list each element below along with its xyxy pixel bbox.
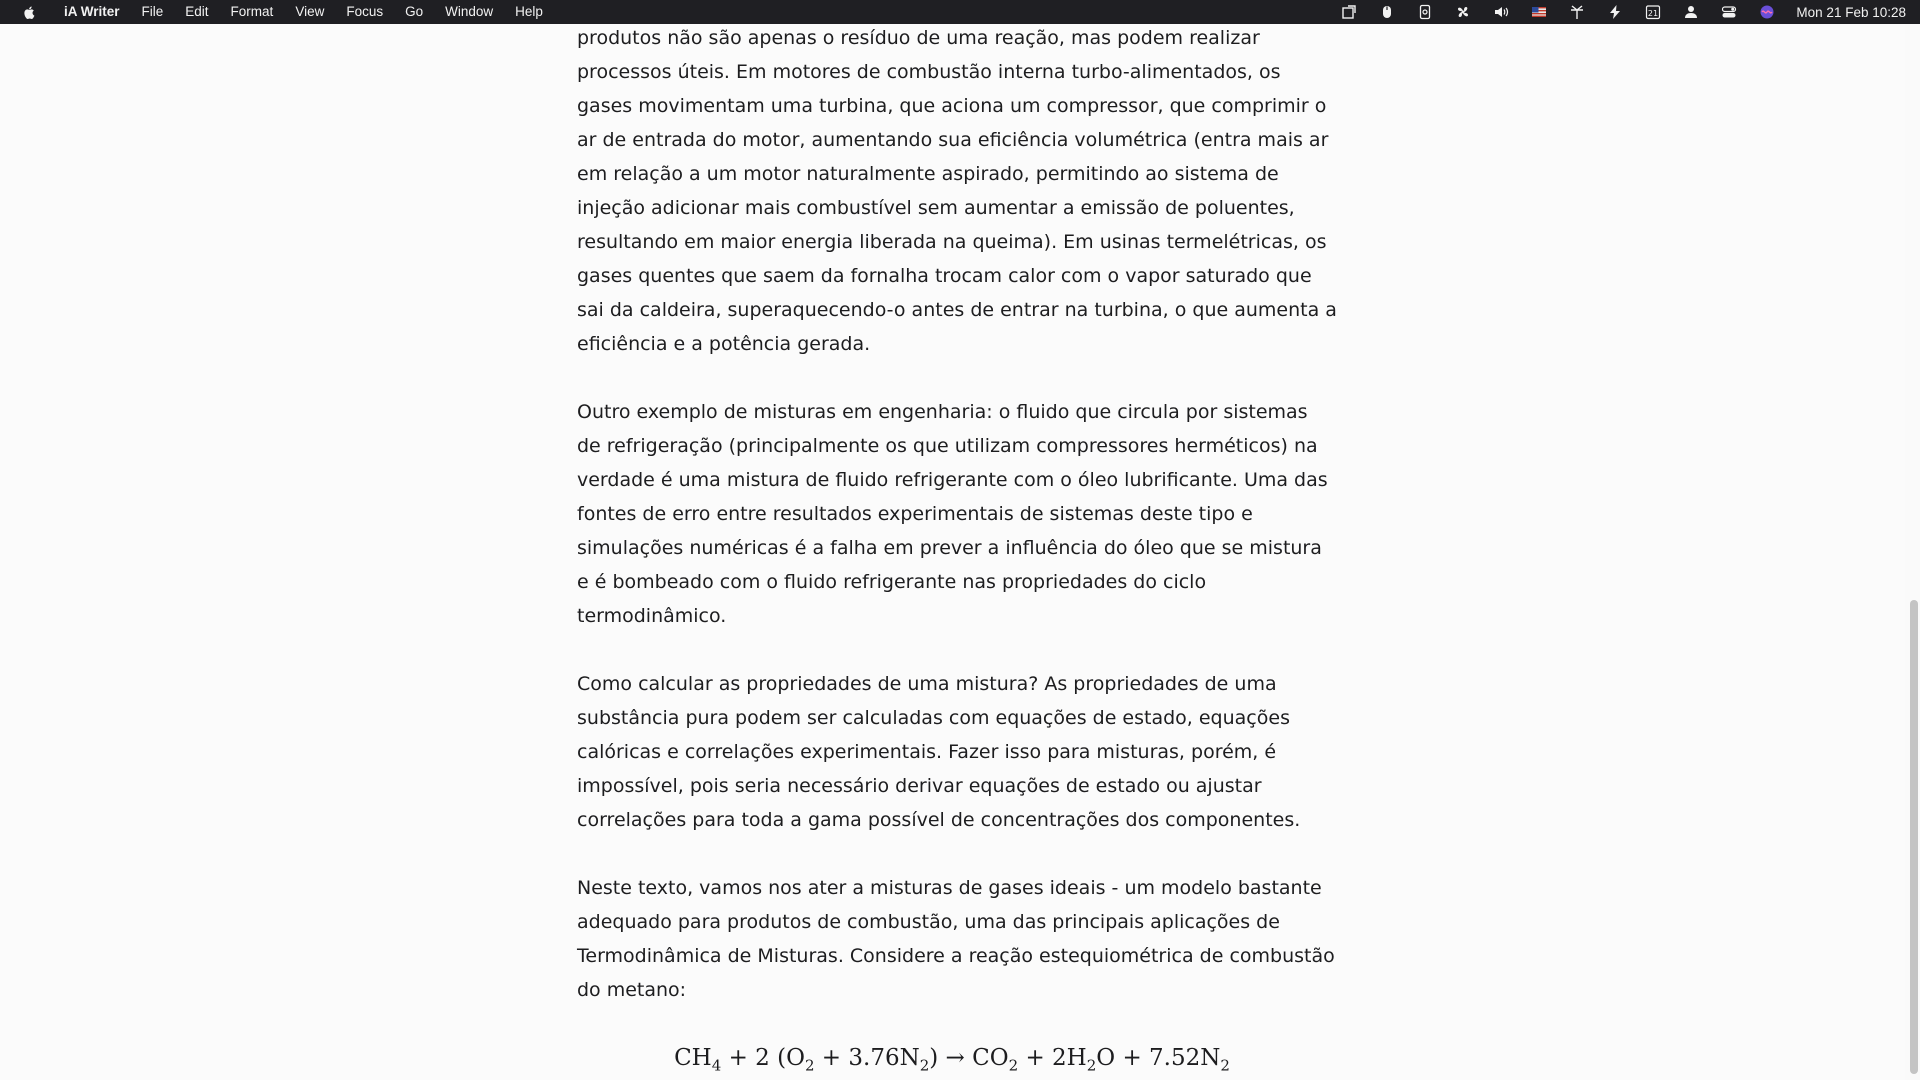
bolt-icon[interactable] xyxy=(1605,2,1625,22)
siri-icon[interactable] xyxy=(1757,2,1777,22)
paragraph[interactable]: Como calcular as propriedades de uma mistura? As propriedades de uma substância pura podem ser calculadas com equações de estado, equações calóricas e correlações experimentais. Fazer isso para misturas, porém, é impossível, pois seria necessário derivar equações de estado ou ajustar correlações para toda a gama possível de concentrações dos componentes. xyxy=(577,673,1301,831)
menu-window[interactable]: Window xyxy=(445,4,494,19)
fan-icon[interactable] xyxy=(1453,2,1473,22)
control-center-icon[interactable] xyxy=(1719,2,1739,22)
menu-view[interactable]: View xyxy=(295,4,325,19)
menu-help[interactable]: Help xyxy=(515,4,543,19)
eq-subscript: 2 xyxy=(1008,1056,1019,1075)
eq-term: CH xyxy=(674,1045,712,1071)
menu-focus[interactable]: Focus xyxy=(346,4,384,19)
eq-term: ) → CO xyxy=(929,1045,1009,1071)
user-icon[interactable] xyxy=(1681,2,1701,22)
us-flag-icon[interactable] xyxy=(1529,2,1549,22)
vertical-scrollbar[interactable] xyxy=(1905,24,1920,1080)
menu-bar xyxy=(0,0,1920,24)
eq-subscript: 2 xyxy=(919,1056,930,1075)
calendar-day: 21 xyxy=(1648,9,1659,19)
antenna-icon[interactable] xyxy=(1567,2,1587,22)
eq-subscript: 2 xyxy=(1220,1056,1230,1075)
app-menu[interactable]: iA Writer xyxy=(64,4,120,19)
menu-edit[interactable]: Edit xyxy=(185,4,209,19)
calendar-icon[interactable] xyxy=(1643,2,1663,22)
menu-bar-clock[interactable]: Mon 21 Feb 10:28 xyxy=(1796,4,1906,20)
editor-window xyxy=(0,24,1920,1080)
mouse-icon[interactable] xyxy=(1377,2,1397,22)
paragraph[interactable]: Neste texto, vamos nos ater a misturas de gases ideais - um modelo bastante adequado para produtos de combustão, uma das principais aplicações de Termodinâmica de Misturas. Considere a reação estequiométrica de combustão do metano: xyxy=(577,877,1335,1001)
eq-subscript: 4 xyxy=(711,1056,722,1075)
script-icon[interactable] xyxy=(1415,2,1435,22)
eq-term: O + 7.52N xyxy=(1096,1045,1221,1071)
volume-icon[interactable] xyxy=(1491,2,1511,22)
menu-format[interactable]: Format xyxy=(230,4,274,19)
eq-term: + 3.76N xyxy=(814,1045,920,1071)
paragraph[interactable]: Outro exemplo de misturas em engenharia: o fluido que circula por sistemas de refrigeração (principalmente os que utilizam compressores herméticos) na verdade é uma mistura de fluido refrigerante com o óleo lubrificante. Uma das fontes de erro entre resultados experimentais de sistemas deste tipo e simulações numéricas é a falha em prever a influência do óleo que se mistura e é bombeado com o fluido refrigerante nas propriedades do ciclo termodinâmico. xyxy=(577,401,1328,627)
scrollbar-thumb[interactable] xyxy=(1910,600,1918,1074)
combustion-equation xyxy=(577,1041,1327,1080)
eq-subscript: 2 xyxy=(1086,1056,1097,1075)
eq-term: + 2H xyxy=(1018,1045,1087,1071)
menu-go[interactable]: Go xyxy=(405,4,424,19)
eq-term: + 2 (O xyxy=(721,1045,805,1071)
window-icon[interactable] xyxy=(1339,2,1359,22)
eq-subscript: 2 xyxy=(804,1056,815,1075)
menu-file[interactable]: File xyxy=(141,4,164,19)
paragraph[interactable]: produtos não são apenas o resíduo de uma reação, mas podem realizar processos úteis. Em motores de combustão interna turbo-alimentados, os gases movimentam uma turbina, que aciona um compressor, que comprimir o ar de entrada do motor, aumentando sua eficiência volumétrica (entra mais ar em relação a um motor naturalmente aspirado, permitindo ao sistema de injeção adicionar mais combustível sem aumentar a emissão de poluentes, resultando em maior energia liberada na queima). Em usinas termelétricas, os gases quentes que saem da fornalha trocam calor com o vapor saturado que sai da caldeira, superaquecendo-o antes de entrar na turbina, o que aumenta a eficiência e a potência gerada. xyxy=(577,27,1337,355)
apple-icon[interactable] xyxy=(19,2,39,22)
document-body[interactable] xyxy=(577,24,1337,1080)
